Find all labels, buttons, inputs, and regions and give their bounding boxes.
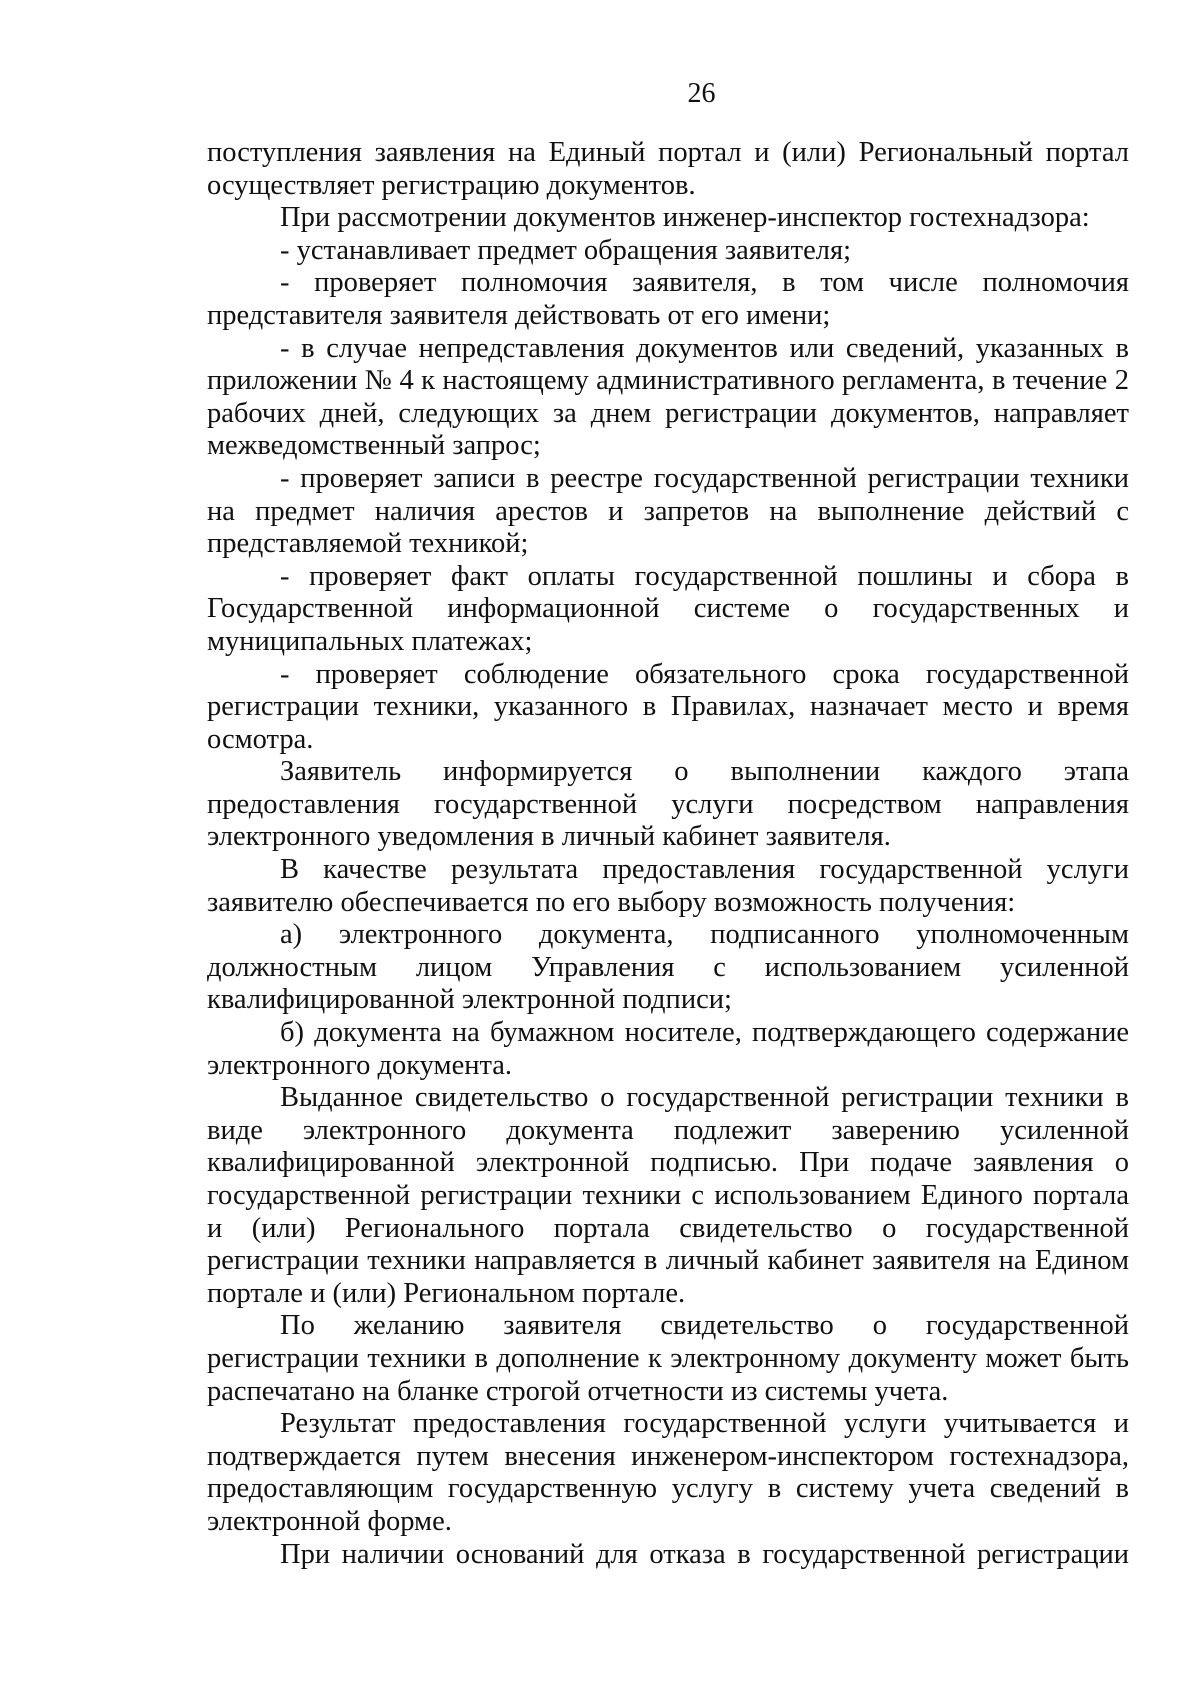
list-item-electronic-document: а) электронного документа, подписанного уполномоченным должностным лицом Управления с использованием усиленной квалифицированной электронной подписи; bbox=[207, 919, 1129, 1016]
page-number: 26 bbox=[687, 78, 716, 109]
list-item-payment-check: - проверяет факт оплаты государственной пошлины и сбора в Государственной информационной системе о государственных и муниципальных платежах; bbox=[207, 560, 1129, 657]
paragraph-result-options: В качестве результата предоставления государственной услуги заявителю обеспечивается по его выбору возможность получения: bbox=[207, 854, 1129, 918]
paragraph-accounting: Результат предоставления государственной услуги учитывается и подтверждается путем внесения инженером-инспектором гостехнадзора, предоставляющим государственную услугу в систему учета сведений в электронной форме. bbox=[207, 1408, 1129, 1537]
paragraph-continuation: поступления заявления на Единый портал и (или) Региональный портал осуществляет регистрацию документов. bbox=[207, 137, 1129, 201]
paragraph-inspector-intro: При рассмотрении документов инженер-инспектор гостехнадзора: bbox=[280, 202, 1090, 234]
list-item-registry-check: - проверяет записи в реестре государственной регистрации техники на предмет наличия арестов и запретов на выполнение действий с представляемой техникой; bbox=[207, 462, 1129, 560]
paragraph-notification: Заявитель информируется о выполнении каждого этапа предоставления государственной услуги посредством направления электронного уведомления в личный кабинет заявителя. bbox=[207, 756, 1129, 853]
paragraph-certificate: Выданное свидетельство о государственной регистрации техники в виде электронного документа подлежит заверению усиленной квалифицированной электронной подписью. При подаче заявления о государственной регистрации техники с использованием Единого портала и (или) Регионального портала свидетельство о государственной регистрации техники направляется в личный кабинет заявителя на Едином портале и (или) Региональном портале. bbox=[207, 1082, 1129, 1309]
list-item-paper-document: б) документа на бумажном носителе, подтверждающего содержание электронного документа. bbox=[207, 1017, 1129, 1081]
list-item-deadline-check: - проверяет соблюдение обязательного срока государственной регистрации техники, указанного в Правилах, назначает место и время осмотра. bbox=[207, 658, 1129, 755]
list-item-authority: - проверяет полномочия заявителя, в том числе полномочия представителя заявителя действовать от его имени; bbox=[207, 267, 1129, 331]
list-item-interagency-request: - в случае непредставления документов или сведений, указанных в приложении № 4 к настоящему административного регламента, в течение 2 рабочих дней, следующих за днем регистрации документов, направляет межведомственный запрос; bbox=[207, 332, 1129, 462]
paragraph-refusal-start: При наличии оснований для отказа в государственной регистрации bbox=[280, 1538, 1129, 1570]
document-body bbox=[207, 137, 1129, 1571]
list-item-subject: - устанавливает предмет обращения заявителя; bbox=[280, 234, 851, 266]
paragraph-printing: По желанию заявителя свидетельство о государственной регистрации техники в дополнение к электронному документу может быть распечатано на бланке строгой отчетности из системы учета. bbox=[207, 1310, 1129, 1407]
